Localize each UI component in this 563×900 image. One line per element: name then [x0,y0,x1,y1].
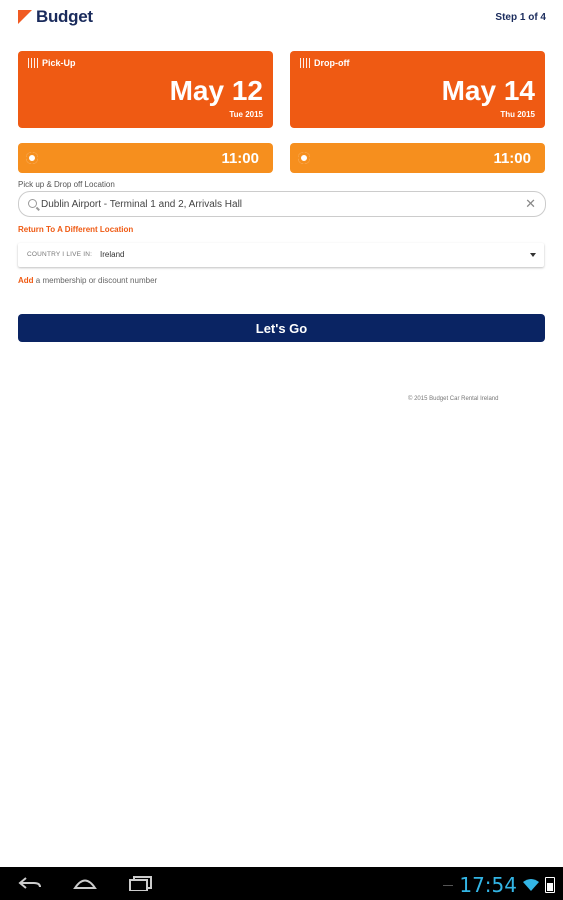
brand-logo [18,8,93,26]
location-label: Pick up & Drop off Location [18,180,115,189]
country-label: COUNTRY I LIVE IN: [27,251,93,258]
clock-icon [26,152,38,164]
country-select[interactable] [18,243,544,267]
pickup-card-header [28,58,76,68]
membership-text: a membership or discount number [33,276,158,285]
dropoff-date: May 14 [441,75,535,106]
search-icon [28,199,37,208]
back-icon[interactable] [18,875,42,891]
lets-go-button[interactable]: Let's Go [18,314,545,342]
pickup-date: May 12 [169,75,263,106]
step-indicator: Step 1 of 4 [495,12,546,23]
membership-line [18,276,157,285]
pickup-time-selector[interactable] [18,143,273,173]
chevron-down-icon [530,253,536,257]
country-value: Ireland [100,250,125,259]
dropoff-card-header [300,58,350,68]
dropoff-day-year: Thu 2015 [500,110,535,119]
calendar-icon [28,58,40,68]
copyright-text: © 2015 Budget Car Rental Ireland [408,396,499,402]
divider [443,885,453,886]
clock-icon [298,152,310,164]
pickup-day-year: Tue 2015 [229,110,263,119]
dropoff-time-value: 11:00 [493,150,531,167]
recent-apps-icon[interactable] [128,875,154,891]
budget-logo-icon [18,10,34,24]
return-different-location-link[interactable]: Return To A Different Location [18,225,134,234]
system-navigation-bar [0,867,563,900]
status-clock: 17:54 [459,873,517,897]
wifi-icon [523,879,539,891]
pickup-date-card[interactable] [18,51,273,128]
location-search-field[interactable] [18,191,546,217]
dropoff-label: Drop-off [314,58,350,68]
dropoff-time-selector[interactable] [290,143,545,173]
add-membership-link[interactable]: Add [18,276,34,285]
pickup-label: Pick-Up [42,58,76,68]
dropoff-date-card[interactable] [290,51,545,128]
brand-name: Budget [36,7,93,26]
location-input[interactable] [41,192,521,216]
battery-icon [545,877,555,893]
calendar-icon [300,58,312,68]
clear-icon[interactable]: ✕ [525,196,536,211]
status-area [443,873,555,897]
pickup-time-value: 11:00 [221,150,259,167]
home-icon[interactable] [72,875,98,891]
